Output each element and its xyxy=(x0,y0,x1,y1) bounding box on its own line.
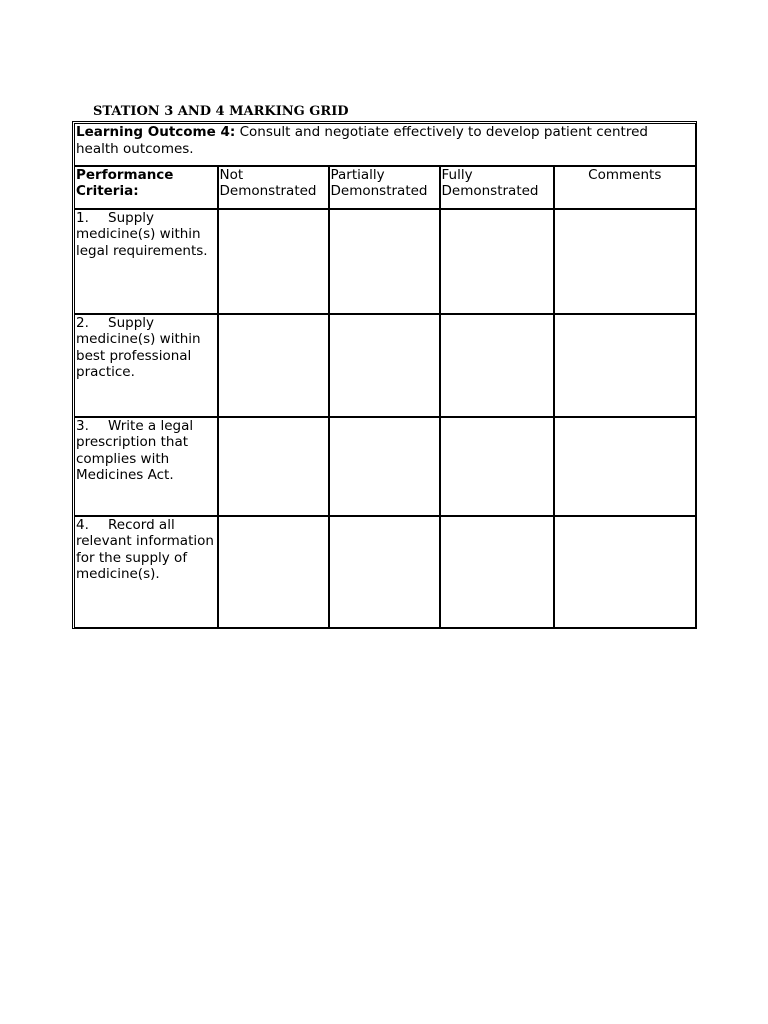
header-not-demonstrated: Not Demonstrated xyxy=(218,166,329,209)
criteria-cell xyxy=(75,314,218,417)
criteria-number: 1. xyxy=(76,209,89,226)
fully-demonstrated-cell[interactable] xyxy=(440,417,554,516)
comments-cell[interactable] xyxy=(554,417,696,516)
comments-cell[interactable] xyxy=(554,314,696,417)
marking-grid xyxy=(72,121,697,629)
criteria-number: 4. xyxy=(76,516,89,533)
criteria-cell xyxy=(75,209,218,314)
learning-outcome-cell xyxy=(75,124,696,166)
learning-outcome-text: Consult and negotiate effectively to develop patient centred health outcomes. xyxy=(76,124,648,157)
partially-demonstrated-cell[interactable] xyxy=(329,516,440,628)
marking-grid-table xyxy=(74,123,696,628)
header-partially-demonstrated: Partially Demonstrated xyxy=(329,166,440,209)
criteria-number: 2. xyxy=(76,314,89,331)
criteria-cell xyxy=(75,417,218,516)
criteria-text: Supply medicine(s) within best professional practice. xyxy=(76,314,201,380)
learning-outcome-row xyxy=(75,124,696,166)
document-title: STATION 3 AND 4 MARKING GRID xyxy=(93,104,349,119)
criteria-row-2 xyxy=(75,314,696,417)
criteria-text: Supply medicine(s) within legal requirements. xyxy=(76,209,208,259)
header-row xyxy=(75,166,696,209)
criteria-cell xyxy=(75,516,218,628)
not-demonstrated-cell[interactable] xyxy=(218,314,329,417)
comments-cell[interactable] xyxy=(554,209,696,314)
fully-demonstrated-cell[interactable] xyxy=(440,209,554,314)
header-comments: Comments xyxy=(554,166,696,209)
learning-outcome-label: Learning Outcome 4: xyxy=(76,124,236,140)
criteria-row-3 xyxy=(75,417,696,516)
not-demonstrated-cell[interactable] xyxy=(218,417,329,516)
not-demonstrated-cell[interactable] xyxy=(218,516,329,628)
criteria-text: Write a legal prescription that complies with Medicines Act. xyxy=(76,417,194,483)
criteria-text: Record all relevant information for the supply of medicine(s). xyxy=(76,516,214,582)
partially-demonstrated-cell[interactable] xyxy=(329,314,440,417)
header-fully-demonstrated: Fully Demonstrated xyxy=(440,166,554,209)
comments-cell[interactable] xyxy=(554,516,696,628)
fully-demonstrated-cell[interactable] xyxy=(440,314,554,417)
criteria-number: 3. xyxy=(76,417,89,434)
partially-demonstrated-cell[interactable] xyxy=(329,417,440,516)
partially-demonstrated-cell[interactable] xyxy=(329,209,440,314)
header-performance-criteria: Performance Criteria: xyxy=(75,166,218,209)
criteria-row-1 xyxy=(75,209,696,314)
criteria-row-4 xyxy=(75,516,696,628)
not-demonstrated-cell[interactable] xyxy=(218,209,329,314)
fully-demonstrated-cell[interactable] xyxy=(440,516,554,628)
